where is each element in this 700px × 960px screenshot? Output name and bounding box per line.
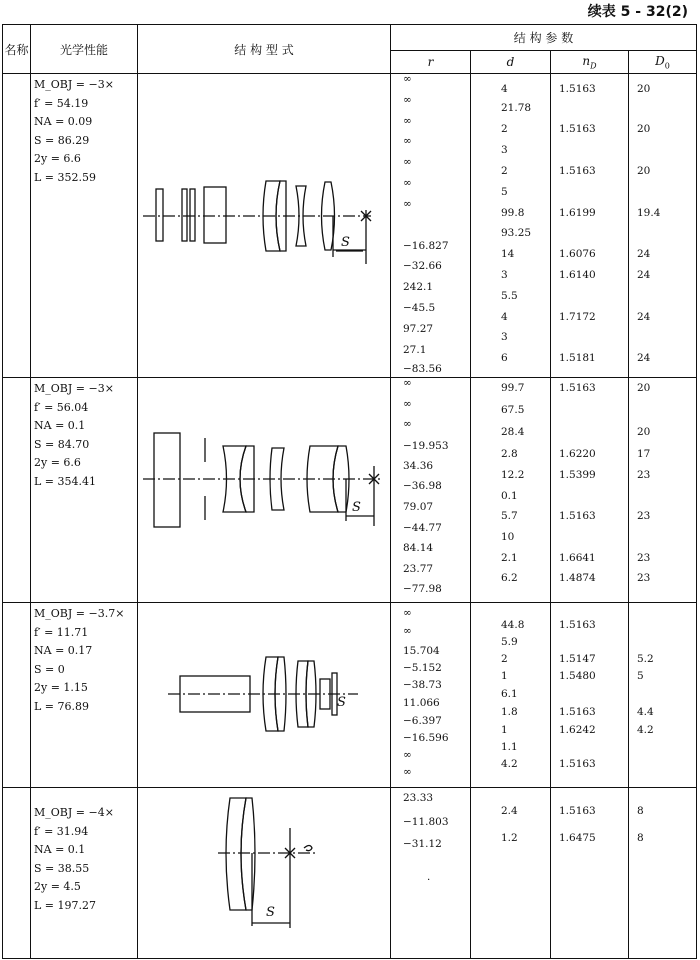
header-d0: $D_0$ xyxy=(629,51,697,74)
d-column: 99.7 67.5 28.4 2.8 12.2 0.1 5.7 10 2.1 6.2 xyxy=(471,378,551,603)
prop-s: S = 0 xyxy=(34,662,65,676)
prop-field: 2y = 6.6 xyxy=(34,152,81,166)
name-cell xyxy=(3,788,31,959)
diagram-s-label: S xyxy=(266,905,275,920)
header-d: d xyxy=(471,51,551,74)
prop-l: L = 197.27 xyxy=(34,898,97,912)
prop-magnification: M_OBJ = −3.7× xyxy=(34,607,125,620)
name-cell xyxy=(3,74,31,378)
table-row xyxy=(3,378,697,603)
prop-focal: f′ = 54.19 xyxy=(34,96,89,110)
d0-column: 20 20 20 19.4 24 24 24 24 xyxy=(629,74,697,378)
table-row xyxy=(3,788,697,959)
table-row xyxy=(3,603,697,788)
d-column: 2.4 1.2 xyxy=(471,788,551,959)
prop-s: S = 86.29 xyxy=(34,133,90,147)
nd-column: 1.5163 1.5147 1.5480 1.5163 1.6242 1.5163 xyxy=(551,603,629,788)
prop-focal: f′ = 56.04 xyxy=(34,400,89,414)
optical-props xyxy=(31,74,138,378)
prop-na: NA = 0.09 xyxy=(34,115,93,129)
optical-props xyxy=(31,788,138,959)
lens-parameter-table xyxy=(2,24,697,959)
prop-s: S = 38.55 xyxy=(34,861,90,875)
d0-column: 5.2 5 4.4 4.2 xyxy=(629,603,697,788)
d0-column: 20 20 17 23 23 23 23 xyxy=(629,378,697,603)
header-optical-performance: 光学性能 xyxy=(31,25,138,74)
prop-focal: f′ = 11.71 xyxy=(34,625,89,639)
prop-focal: f′ = 31.94 xyxy=(34,824,89,838)
diagram-s-label: S xyxy=(341,235,350,250)
diagram-s-label: S xyxy=(352,500,361,515)
prop-l: L = 352.59 xyxy=(34,170,97,184)
prop-magnification: M_OBJ = −3× xyxy=(34,382,114,395)
nd-column: 1.5163 1.6475 xyxy=(551,788,629,959)
prop-field: 2y = 4.5 xyxy=(34,880,81,894)
prop-field: 2y = 6.6 xyxy=(34,456,81,470)
header-structure-type: 结 构 型 式 xyxy=(138,25,391,74)
prop-magnification: M_OBJ = −4× xyxy=(34,806,114,819)
optical-props xyxy=(31,603,138,788)
lens-diagram-1 xyxy=(138,74,391,378)
diagram-s-label: S xyxy=(337,695,346,710)
lens-diagram-2 xyxy=(138,378,391,603)
prop-na: NA = 0.1 xyxy=(34,419,86,433)
prop-l: L = 354.41 xyxy=(34,474,97,488)
nd-column: 1.5163 1.6220 1.5399 1.5163 1.6641 1.4874 xyxy=(551,378,629,603)
r-column: ∞ ∞ ∞ −19.953 34.36 −36.98 79.07 −44.77 84.14 23.77 −77.98 xyxy=(391,378,471,603)
d0-column: 8 8 xyxy=(629,788,697,959)
d-column: 44.8 5.9 2 1 6.1 1.8 1 1.1 4.2 xyxy=(471,603,551,788)
header-nd: $n_D$ xyxy=(551,51,629,74)
r-column: ∞ ∞ 15.704 −5.152 −38.73 11.066 −6.397 −16.596 ∞ ∞ xyxy=(391,603,471,788)
name-cell xyxy=(3,603,31,788)
r-column: 23.33 −11.803 −31.12 · xyxy=(391,788,471,959)
r-column: ∞ ∞ ∞ ∞ ∞ ∞ ∞ −16.827 −32.66 242.1 −45.5 97.27 27.1 −83.56 xyxy=(391,74,471,378)
prop-na: NA = 0.1 xyxy=(34,843,86,857)
prop-magnification: M_OBJ = −3× xyxy=(34,78,114,91)
prop-na: NA = 0.17 xyxy=(34,644,93,658)
lens-diagram-4 xyxy=(138,788,391,959)
d-column: 4 21.78 2 3 2 5 99.8 93.25 14 3 5.5 4 3 6 xyxy=(471,74,551,378)
stray-mark: · xyxy=(427,874,431,886)
table-continuation-title: 续表 5 - 32(2) xyxy=(587,4,688,20)
optical-props xyxy=(31,378,138,603)
prop-s: S = 84.70 xyxy=(34,437,90,451)
prop-field: 2y = 1.15 xyxy=(34,681,88,695)
header-structure-params: 结 构 参 数 xyxy=(391,25,697,51)
header-name: 名称 xyxy=(3,25,31,74)
prop-l: L = 76.89 xyxy=(34,699,90,713)
name-cell xyxy=(3,378,31,603)
lens-diagram-3 xyxy=(138,603,391,788)
nd-column: 1.5163 1.5163 1.5163 1.6199 1.6076 1.6140 1.7172 1.5181 xyxy=(551,74,629,378)
header-r: r xyxy=(391,51,471,74)
table-row xyxy=(3,74,697,378)
